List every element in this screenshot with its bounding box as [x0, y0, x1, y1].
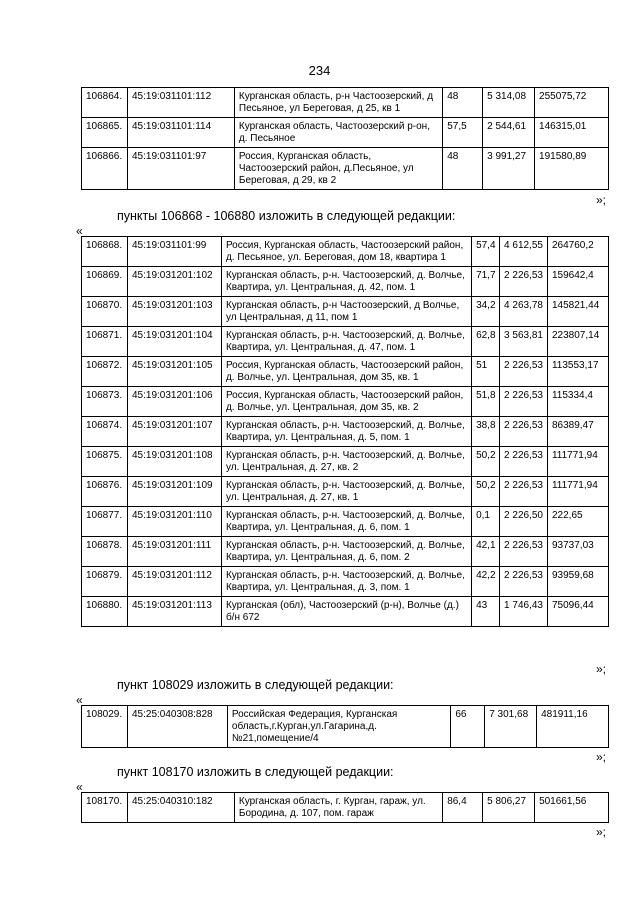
area-cell: 71,7: [472, 267, 500, 297]
cost-cell: 113553,17: [547, 357, 608, 387]
rate-cell: 2 226,53: [500, 387, 548, 417]
row-number-cell: 106869.: [82, 267, 128, 297]
area-cell: 34,2: [472, 297, 500, 327]
rate-cell: 2 226,53: [500, 267, 548, 297]
area-cell: 51: [472, 357, 500, 387]
rate-cell: 2 226,53: [500, 447, 548, 477]
cadastral-number-cell: 45:19:031201:109: [127, 477, 221, 507]
cost-cell: 146315,01: [535, 118, 609, 148]
cadastral-number-cell: 45:19:031201:105: [127, 357, 221, 387]
area-cell: 51,8: [472, 387, 500, 417]
cadastral-number-cell: 45:19:031101:99: [127, 237, 221, 267]
rate-cell: 2 226,53: [500, 567, 548, 597]
address-cell: Курганская область, р-н. Частоозерский, д. Волчье, ул. Центральная, д. 27, кв. 1: [221, 477, 471, 507]
cost-cell: 111771,94: [547, 477, 608, 507]
address-cell: Курганская область, р-н Частоозерский, д Волчье, ул Центральная, д 11, пом 1: [221, 297, 471, 327]
row-number-cell: 106878.: [82, 537, 128, 567]
address-cell: Курганская область, р-н. Частоозерский, д. Волчье, Квартира, ул. Центральная, д. 47, пом. 1: [221, 327, 471, 357]
area-cell: 50,2: [472, 447, 500, 477]
cost-cell: 75096,44: [547, 597, 608, 627]
cadastral-number-cell: 45:19:031101:114: [127, 118, 234, 148]
area-cell: 0,1: [472, 507, 500, 537]
rate-cell: 2 226,50: [500, 507, 548, 537]
address-cell: Курганская (обл), Частоозерский (р-н), Волчье (д.) б/н 672: [221, 597, 471, 627]
cadastral-number-cell: 45:19:031201:112: [127, 567, 221, 597]
cost-cell: 222,65: [547, 507, 608, 537]
area-cell: 62,8: [472, 327, 500, 357]
row-number-cell: 106868.: [82, 237, 128, 267]
area-cell: 48: [443, 148, 483, 190]
rate-cell: 1 746,43: [500, 597, 548, 627]
rate-cell: 2 226,53: [500, 357, 548, 387]
cadastral-number-cell: 45:19:031101:97: [127, 148, 234, 190]
table-row: [82, 387, 609, 417]
table-row: [82, 357, 609, 387]
cadastral-number-cell: 45:19:031201:108: [127, 447, 221, 477]
address-cell: Россия, Курганская область, Частоозерский район, д. Волчье, ул. Центральная, дом 35, кв. 1: [221, 357, 471, 387]
rate-cell: 5 314,08: [483, 88, 535, 118]
close-quote: »;: [596, 825, 607, 839]
row-number-cell: 106880.: [82, 597, 128, 627]
rate-cell: 3 991,27: [483, 148, 535, 190]
row-number-cell: 108029.: [82, 706, 128, 748]
area-cell: 42,2: [472, 567, 500, 597]
cost-cell: 223807,14: [547, 327, 608, 357]
table-row: [82, 793, 609, 823]
area-cell: 86,4: [443, 793, 483, 823]
rate-cell: 5 806,27: [483, 793, 535, 823]
row-number-cell: 106873.: [82, 387, 128, 417]
address-cell: Россия, Курганская область, Частоозерский район, д. Песьяное, ул. Береговая, дом 18, квартира 1: [221, 237, 471, 267]
cost-cell: 93959,68: [547, 567, 608, 597]
address-cell: Курганская область, г. Курган, гараж, ул. Бородина, д. 107, пом. гараж: [234, 793, 442, 823]
row-number-cell: 106877.: [82, 507, 128, 537]
close-quote: »;: [596, 662, 607, 676]
row-number-cell: 106874.: [82, 417, 128, 447]
cost-cell: 501661,56: [535, 793, 609, 823]
cost-cell: 264760,2: [547, 237, 608, 267]
rate-cell: 7 301,68: [485, 706, 537, 748]
area-cell: 38,8: [472, 417, 500, 447]
table-row: [82, 417, 609, 447]
table-2: [81, 236, 609, 627]
cadastral-number-cell: 45:25:040310:182: [127, 793, 234, 823]
table-row: [82, 327, 609, 357]
row-number-cell: 106876.: [82, 477, 128, 507]
cost-cell: 115334,4: [547, 387, 608, 417]
table-row: [82, 477, 609, 507]
cadastral-number-cell: 45:19:031201:110: [127, 507, 221, 537]
rate-cell: 2 226,53: [500, 537, 548, 567]
page-number: 234: [308, 63, 331, 78]
address-cell: Курганская область, Частоозерский р-он, д. Песьяное: [234, 118, 442, 148]
area-cell: 50,2: [472, 477, 500, 507]
cadastral-number-cell: 45:19:031201:106: [127, 387, 221, 417]
close-quote: »;: [596, 750, 607, 764]
paragraph-1: пункты 106868 - 106880 изложить в следующей редакции:: [117, 209, 456, 223]
rate-cell: 2 226,53: [500, 417, 548, 447]
table-row: [82, 148, 609, 190]
row-number-cell: 106864.: [82, 88, 128, 118]
table-row: [82, 537, 609, 567]
row-number-cell: 106866.: [82, 148, 128, 190]
row-number-cell: 108170.: [82, 793, 128, 823]
cost-cell: 255075,72: [535, 88, 609, 118]
row-number-cell: 106879.: [82, 567, 128, 597]
area-cell: 43: [472, 597, 500, 627]
table-row: [82, 706, 609, 748]
address-cell: Курганская область, р-н. Частоозерский, д. Волчье, Квартира, ул. Центральная, д. 6, пом. 2: [221, 537, 471, 567]
cadastral-number-cell: 45:25:040308:828: [127, 706, 227, 748]
address-cell: Курганская область, р-н. Частоозерский, д. Волчье, Квартира, ул. Центральная, д. 42, пом. 1: [221, 267, 471, 297]
row-number-cell: 106872.: [82, 357, 128, 387]
table-4: [81, 792, 609, 823]
address-cell: Курганская область, р-н. Частоозерский, д. Волчье, Квартира, ул. Центральная, д. 6, пом. 1: [221, 507, 471, 537]
cost-cell: 86389,47: [547, 417, 608, 447]
cost-cell: 145821,44: [547, 297, 608, 327]
rate-cell: 3 563,81: [500, 327, 548, 357]
cost-cell: 111771,94: [547, 447, 608, 477]
address-cell: Россия, Курганская область, Частоозерский район, д.Песьяное, ул Береговая, д 29, кв 2: [234, 148, 442, 190]
open-quote: «: [76, 780, 83, 794]
table-3: [81, 705, 609, 748]
rate-cell: 4 612,55: [500, 237, 548, 267]
rate-cell: 2 226,53: [500, 477, 548, 507]
address-cell: Российская Федерация, Курганская область,г.Курган,ул.Гагарина,д. №21,помещение/4: [227, 706, 450, 748]
area-cell: 66: [451, 706, 485, 748]
cost-cell: 159642,4: [547, 267, 608, 297]
rate-cell: 2 544,61: [483, 118, 535, 148]
paragraph-2: пункт 108029 изложить в следующей редакции:: [117, 678, 394, 692]
table-row: [82, 267, 609, 297]
table-row: [82, 237, 609, 267]
cadastral-number-cell: 45:19:031101:112: [127, 88, 234, 118]
table-row: [82, 297, 609, 327]
open-quote: «: [76, 693, 83, 707]
cadastral-number-cell: 45:19:031201:102: [127, 267, 221, 297]
cadastral-number-cell: 45:19:031201:111: [127, 537, 221, 567]
rate-cell: 4 263,78: [500, 297, 548, 327]
paragraph-3: пункт 108170 изложить в следующей редакции:: [117, 765, 394, 779]
cost-cell: 191580,89: [535, 148, 609, 190]
address-cell: Курганская область, р-н. Частоозерский, д. Волчье, Квартира, ул. Центральная, д. 5, пом. 1: [221, 417, 471, 447]
table-row: [82, 447, 609, 477]
table-row: [82, 597, 609, 627]
row-number-cell: 106865.: [82, 118, 128, 148]
close-quote: »;: [596, 193, 607, 207]
cost-cell: 481911,16: [537, 706, 609, 748]
area-cell: 57,5: [443, 118, 483, 148]
row-number-cell: 106870.: [82, 297, 128, 327]
open-quote: «: [76, 224, 83, 238]
table-row: [82, 567, 609, 597]
area-cell: 57,4: [472, 237, 500, 267]
row-number-cell: 106875.: [82, 447, 128, 477]
area-cell: 42,1: [472, 537, 500, 567]
cadastral-number-cell: 45:19:031201:104: [127, 327, 221, 357]
cadastral-number-cell: 45:19:031201:103: [127, 297, 221, 327]
address-cell: Курганская область, р-н. Частоозерский, д. Волчье, Квартира, ул. Центральная, д. 3, пом. 1: [221, 567, 471, 597]
table-row: [82, 88, 609, 118]
table-row: [82, 118, 609, 148]
area-cell: 48: [443, 88, 483, 118]
address-cell: Курганская область, р-н Частоозерский, д Песьяное, ул Береговая, д 25, кв 1: [234, 88, 442, 118]
table-row: [82, 507, 609, 537]
address-cell: Россия, Курганская область, Частоозерский район, д. Волчье, ул. Центральная, дом 35, кв. 2: [221, 387, 471, 417]
address-cell: Курганская область, р-н. Частоозерский, д. Волчье, ул. Центральная, д. 27, кв. 2: [221, 447, 471, 477]
table-1: [81, 87, 609, 190]
cadastral-number-cell: 45:19:031201:113: [127, 597, 221, 627]
cost-cell: 93737,03: [547, 537, 608, 567]
cadastral-number-cell: 45:19:031201:107: [127, 417, 221, 447]
row-number-cell: 106871.: [82, 327, 128, 357]
